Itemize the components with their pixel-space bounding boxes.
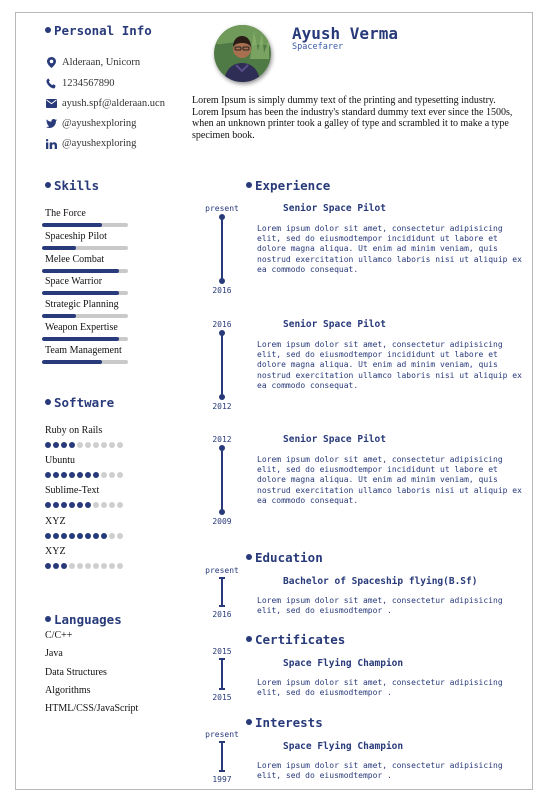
interests-heading: Interests — [246, 715, 323, 730]
contact-linkedin-text: @ayushexploring — [62, 138, 137, 149]
phone-icon — [46, 78, 57, 89]
rating-dot — [53, 563, 59, 569]
rating-dot — [53, 502, 59, 508]
rating-dot — [53, 533, 59, 539]
skill-bar — [42, 246, 128, 250]
software-label: Ubuntu — [45, 455, 75, 467]
experience-timeline-dot-end — [219, 394, 225, 400]
email-icon — [46, 98, 57, 109]
experience-description: Lorem ipsum dolor sit amet, consectetur adipisicing elit, sed do eiusmodtempor incididunt ut labore et dolore magna aliqua. Ut enim ad minim veniam, quis nostrud exercitation ullamco laboris nisi ut aliquip ex ea commodo consequat. — [257, 224, 522, 274]
skill-bar-fill — [42, 291, 119, 295]
experience-timeline-dot-start — [219, 330, 225, 336]
education-title: Bachelor of Spaceship flying(B.Sf) — [283, 576, 478, 587]
rating-dot — [101, 472, 107, 478]
rating-dot — [77, 533, 83, 539]
rating-dot — [61, 533, 67, 539]
software-label: Ruby on Rails — [45, 425, 103, 436]
rating-dot — [109, 472, 115, 478]
software-rating — [45, 563, 123, 569]
experience-description: Lorem ipsum dolor sit amet, consectetur adipisicing elit, sed do eiusmodtempor incididunt ut labore et dolore magna aliqua. Ut enim ad minim veniam, quis nostrud exercitation ullamco laboris nisi ut aliquip ex ea commodo consequat. — [257, 340, 522, 390]
language-item: HTML/CSS/JavaScript — [45, 703, 139, 715]
certificate-to-label: 2015 — [212, 693, 232, 702]
experience-timeline-dot-start — [219, 445, 225, 451]
skill-bar-fill — [42, 337, 119, 341]
education-to-label: 2016 — [212, 610, 232, 619]
experience-title: Senior Space Pilot — [283, 434, 386, 445]
skill-bar — [42, 269, 128, 273]
experience-to-label: 2012 — [212, 402, 232, 411]
rating-dot — [117, 533, 123, 539]
interest-timeline-line — [221, 741, 223, 772]
rating-dot — [109, 442, 115, 448]
experience-to-label: 2016 — [212, 286, 232, 295]
skill-label: Spaceship Pilot — [45, 230, 107, 242]
skills-heading: Skills — [45, 178, 99, 193]
interest-to-label: 1997 — [212, 775, 232, 784]
rating-dot — [61, 442, 67, 448]
skill-bar-fill — [42, 360, 102, 364]
rating-dot — [69, 533, 75, 539]
rating-dot — [109, 502, 115, 508]
experience-timeline-dot-end — [219, 509, 225, 515]
rating-dot — [77, 472, 83, 478]
rating-dot — [93, 502, 99, 508]
education-timeline-line — [221, 577, 223, 607]
certificate-timeline-cap-start — [219, 658, 225, 660]
experience-timeline-line — [221, 446, 223, 514]
education-description: Lorem ipsum dolor sit amet, consectetur adipisicing elit, sed do eiusmodtempor . — [257, 596, 503, 616]
skill-bar-fill — [42, 314, 76, 318]
certificate-description: Lorem ipsum dolor sit amet, consectetur adipisicing elit, sed do eiusmodtempor . — [257, 678, 503, 698]
skill-label: The Force — [45, 208, 86, 219]
experience-timeline-dot-end — [219, 278, 225, 284]
languages-heading: Languages — [45, 612, 122, 627]
contact-linkedin[interactable] — [46, 138, 136, 149]
rating-dot — [117, 472, 123, 478]
contact-twitter-text: @ayushexploring — [62, 118, 137, 129]
rating-dot — [69, 563, 75, 569]
rating-dot — [53, 472, 59, 478]
candidate-name: Ayush Verma — [292, 24, 398, 43]
rating-dot — [45, 502, 51, 508]
certificate-timeline-cap-end — [219, 688, 225, 690]
software-label: XYZ — [45, 515, 66, 527]
rating-dot — [109, 533, 115, 539]
experience-timeline-dot-start — [219, 214, 225, 220]
skill-bar — [42, 314, 128, 318]
skill-bar — [42, 337, 128, 341]
rating-dot — [45, 442, 51, 448]
rating-dot — [77, 442, 83, 448]
education-from-label: present — [205, 566, 239, 575]
rating-dot — [101, 502, 107, 508]
rating-dot — [61, 472, 67, 478]
skill-bar-fill — [42, 269, 119, 273]
education-timeline-cap-end — [219, 605, 225, 607]
language-item: Java — [45, 648, 63, 660]
skill-label: Strategic Planning — [45, 299, 119, 311]
interest-title: Space Flying Champion — [283, 741, 404, 752]
rating-dot — [85, 442, 91, 448]
rating-dot — [53, 442, 59, 448]
rating-dot — [101, 442, 107, 448]
experience-title: Senior Space Pilot — [283, 203, 386, 214]
experience-heading: Experience — [246, 178, 330, 193]
experience-timeline-line — [221, 331, 223, 399]
rating-dot — [85, 502, 91, 508]
software-label: Sublime-Text — [45, 485, 100, 497]
experience-from-label: 2012 — [212, 435, 232, 444]
rating-dot — [85, 563, 91, 569]
rating-dot — [109, 563, 115, 569]
rating-dot — [77, 563, 83, 569]
software-label: XYZ — [45, 545, 66, 557]
rating-dot — [85, 472, 91, 478]
interest-from-label: present — [205, 730, 239, 739]
candidate-role: Spacefarer — [292, 42, 344, 52]
experience-description: Lorem ipsum dolor sit amet, consectetur adipisicing elit, sed do eiusmodtempor incididunt ut labore et dolore magna aliqua. Ut enim ad minim veniam, quis nostrud exercitation ullamco laboris nisi ut aliquip ex ea commodo consequat. — [257, 455, 522, 505]
profile-summary: Lorem Ipsum is simply dummy text of the printing and typesetting industry. Lorem Ipsum has been the industry's standard dummy text ever since the 1500s, when an unknown printer took a galley of type and scrambled it to make a type specimen book. — [192, 95, 513, 141]
software-rating — [45, 502, 123, 508]
skill-label: Melee Combat — [45, 253, 105, 265]
experience-title: Senior Space Pilot — [283, 319, 386, 330]
rating-dot — [45, 533, 51, 539]
twitter-icon — [46, 118, 57, 129]
location-icon — [46, 57, 57, 68]
experience-from-label: present — [205, 204, 239, 213]
skill-bar-fill — [42, 246, 76, 250]
rating-dot — [61, 502, 67, 508]
rating-dot — [117, 502, 123, 508]
rating-dot — [93, 533, 99, 539]
experience-from-label: 2016 — [212, 320, 232, 329]
rating-dot — [93, 442, 99, 448]
rating-dot — [77, 502, 83, 508]
software-heading: Software — [45, 395, 114, 410]
certificate-from-label: 2015 — [212, 647, 232, 656]
contact-email[interactable] — [46, 98, 165, 109]
education-timeline-cap-start — [219, 577, 225, 579]
contact-location-text: Alderaan, Unicorn — [62, 57, 141, 68]
rating-dot — [85, 533, 91, 539]
language-item: Data Structures — [45, 666, 107, 678]
skill-bar — [42, 360, 128, 364]
contact-location — [46, 57, 140, 68]
interest-timeline-cap-end — [219, 770, 225, 772]
skill-bar — [42, 291, 128, 295]
rating-dot — [45, 563, 51, 569]
interest-timeline-cap-start — [219, 741, 225, 743]
experience-timeline-line — [221, 215, 223, 283]
skill-label: Weapon Expertise — [45, 322, 118, 333]
rating-dot — [69, 502, 75, 508]
software-rating — [45, 442, 123, 448]
skill-bar-fill — [42, 223, 102, 227]
avatar — [214, 25, 271, 82]
rating-dot — [69, 442, 75, 448]
experience-to-label: 2009 — [212, 517, 232, 526]
rating-dot — [69, 472, 75, 478]
software-rating — [45, 533, 123, 539]
rating-dot — [61, 563, 67, 569]
skill-label: Space Warrior — [45, 276, 103, 288]
rating-dot — [93, 472, 99, 478]
contact-email-text: ayush.spf@alderaan.ucn — [62, 98, 165, 109]
language-item: Algorithms — [45, 684, 91, 696]
rating-dot — [117, 563, 123, 569]
certificates-heading: Certificates — [246, 632, 345, 647]
personal-info-heading: Personal Info — [45, 23, 152, 38]
linkedin-icon — [46, 138, 57, 149]
skill-bar — [42, 223, 128, 227]
rating-dot — [45, 472, 51, 478]
rating-dot — [101, 533, 107, 539]
language-item: C/C++ — [45, 630, 73, 641]
contact-twitter[interactable] — [46, 118, 136, 129]
rating-dot — [101, 563, 107, 569]
education-heading: Education — [246, 550, 323, 565]
certificate-timeline-line — [221, 658, 223, 690]
contact-phone-text: 1234567890 — [62, 78, 115, 89]
contact-phone — [46, 78, 115, 89]
skill-label: Team Management — [45, 344, 122, 356]
rating-dot — [117, 442, 123, 448]
interest-description: Lorem ipsum dolor sit amet, consectetur adipisicing elit, sed do eiusmodtempor . — [257, 761, 503, 781]
software-rating — [45, 472, 123, 478]
certificate-title: Space Flying Champion — [283, 658, 404, 669]
rating-dot — [93, 563, 99, 569]
